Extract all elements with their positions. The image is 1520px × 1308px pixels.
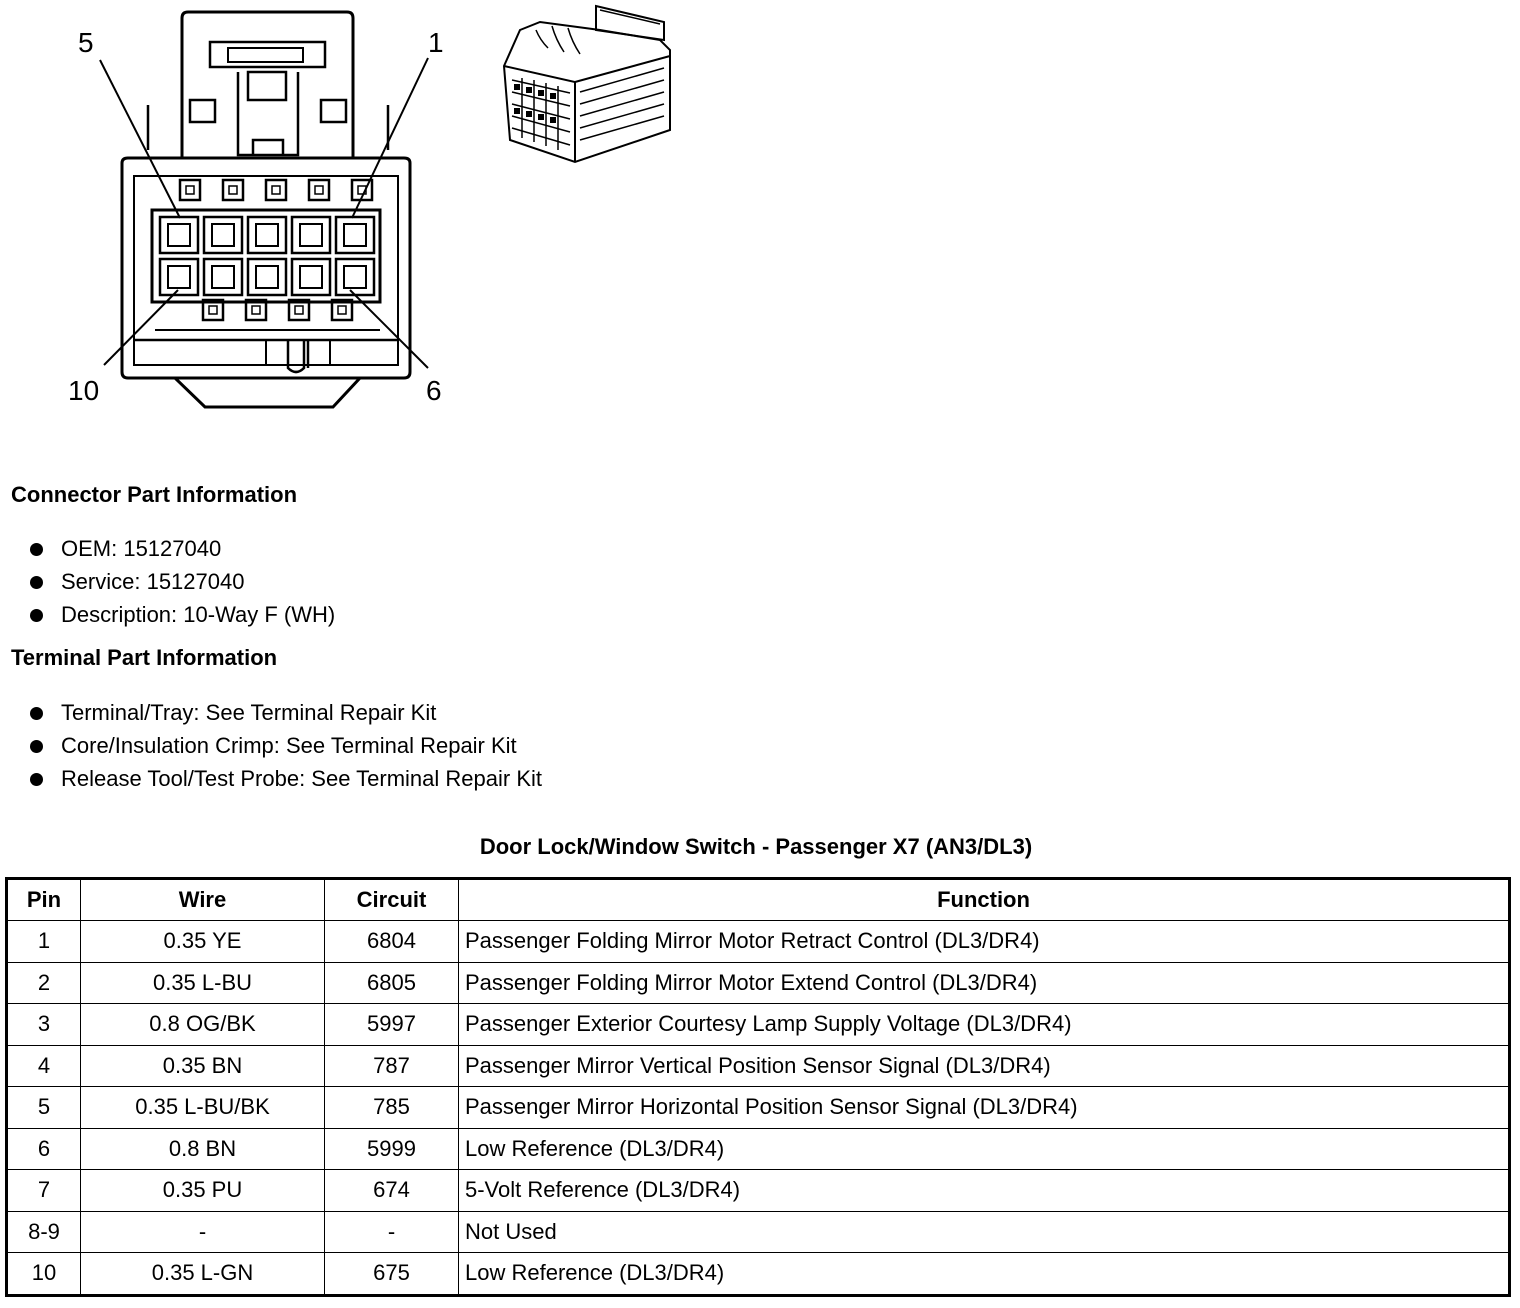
list-item bbox=[30, 733, 542, 766]
cell-function: Low Reference (DL3/DR4) bbox=[459, 1128, 1510, 1170]
table-row bbox=[7, 1087, 1510, 1129]
cell-wire: 0.8 OG/BK bbox=[81, 1004, 325, 1046]
table-header-row bbox=[7, 879, 1510, 921]
table-row bbox=[7, 1170, 1510, 1212]
cell-circuit: 6805 bbox=[325, 962, 459, 1004]
cell-pin: 8-9 bbox=[7, 1211, 81, 1253]
connector-face-diagram bbox=[60, 8, 460, 418]
cell-circuit: 674 bbox=[325, 1170, 459, 1212]
header-function: Function bbox=[459, 879, 1510, 921]
terminal-info-title: Terminal Part Information bbox=[11, 645, 278, 670]
list-item bbox=[30, 536, 335, 569]
cell-wire: - bbox=[81, 1211, 325, 1253]
cell-wire: 0.35 BN bbox=[81, 1045, 325, 1087]
cell-function: Passenger Folding Mirror Motor Retract Control (DL3/DR4) bbox=[459, 921, 1510, 963]
table-row bbox=[7, 1004, 1510, 1046]
cell-pin: 10 bbox=[7, 1253, 81, 1296]
cell-function: Passenger Mirror Vertical Position Sensor Signal (DL3/DR4) bbox=[459, 1045, 1510, 1087]
table-row bbox=[7, 1211, 1510, 1253]
cell-function: Passenger Mirror Horizontal Position Sensor Signal (DL3/DR4) bbox=[459, 1087, 1510, 1129]
list-item-text: Terminal/Tray: See Terminal Repair Kit bbox=[61, 700, 437, 725]
connector-info-list bbox=[30, 536, 335, 635]
list-item-text: Release Tool/Test Probe: See Terminal Repair Kit bbox=[61, 766, 542, 791]
bullet-icon bbox=[30, 707, 43, 720]
pinout-table bbox=[5, 877, 1511, 1297]
cell-wire: 0.8 BN bbox=[81, 1128, 325, 1170]
list-item-text: Core/Insulation Crimp: See Terminal Repair Kit bbox=[61, 733, 517, 758]
cell-function: Low Reference (DL3/DR4) bbox=[459, 1253, 1510, 1296]
cell-pin: 3 bbox=[7, 1004, 81, 1046]
pin-label-1: 1 bbox=[428, 27, 444, 58]
pin-label-6: 6 bbox=[426, 375, 442, 406]
list-item-text: OEM: 15127040 bbox=[61, 536, 222, 561]
cell-function: Passenger Folding Mirror Motor Extend Control (DL3/DR4) bbox=[459, 962, 1510, 1004]
header-pin: Pin bbox=[7, 879, 81, 921]
cell-pin: 1 bbox=[7, 921, 81, 963]
cell-pin: 6 bbox=[7, 1128, 81, 1170]
connector-isometric-diagram bbox=[498, 2, 678, 172]
bullet-icon bbox=[30, 543, 43, 556]
list-item-text: Description: 10-Way F (WH) bbox=[61, 602, 336, 627]
list-item-text: Service: 15127040 bbox=[61, 569, 245, 594]
header-circuit: Circuit bbox=[325, 879, 459, 921]
bullet-icon bbox=[30, 740, 43, 753]
cell-pin: 2 bbox=[7, 962, 81, 1004]
list-item bbox=[30, 602, 335, 635]
cell-pin: 4 bbox=[7, 1045, 81, 1087]
cell-circuit: 5999 bbox=[325, 1128, 459, 1170]
cell-pin: 5 bbox=[7, 1087, 81, 1129]
cell-function: Not Used bbox=[459, 1211, 1510, 1253]
cell-function: 5-Volt Reference (DL3/DR4) bbox=[459, 1170, 1510, 1212]
table-row bbox=[7, 962, 1510, 1004]
table-row bbox=[7, 921, 1510, 963]
cell-circuit: 5997 bbox=[325, 1004, 459, 1046]
cell-circuit: 6804 bbox=[325, 921, 459, 963]
cell-wire: 0.35 L-BU/BK bbox=[81, 1087, 325, 1129]
terminal-info-list bbox=[30, 700, 542, 799]
header-wire: Wire bbox=[81, 879, 325, 921]
cell-wire: 0.35 L-BU bbox=[81, 962, 325, 1004]
bullet-icon bbox=[30, 609, 43, 622]
cell-wire: 0.35 L-GN bbox=[81, 1253, 325, 1296]
table-row bbox=[7, 1045, 1510, 1087]
bullet-icon bbox=[30, 576, 43, 589]
table-row bbox=[7, 1128, 1510, 1170]
list-item bbox=[30, 766, 542, 799]
cell-wire: 0.35 YE bbox=[81, 921, 325, 963]
connector-info-title: Connector Part Information bbox=[11, 482, 298, 507]
table-title: Door Lock/Window Switch - Passenger X7 (AN3/DL3) bbox=[479, 834, 1033, 859]
cell-function: Passenger Exterior Courtesy Lamp Supply Voltage (DL3/DR4) bbox=[459, 1004, 1510, 1046]
bullet-icon bbox=[30, 773, 43, 786]
table-row bbox=[7, 1253, 1510, 1296]
cell-circuit: - bbox=[325, 1211, 459, 1253]
cell-circuit: 787 bbox=[325, 1045, 459, 1087]
cell-wire: 0.35 PU bbox=[81, 1170, 325, 1212]
pin-label-5: 5 bbox=[78, 27, 94, 58]
pin-label-10: 10 bbox=[68, 375, 100, 406]
cell-circuit: 785 bbox=[325, 1087, 459, 1129]
list-item bbox=[30, 700, 542, 733]
cell-pin: 7 bbox=[7, 1170, 81, 1212]
list-item bbox=[30, 569, 335, 602]
cell-circuit: 675 bbox=[325, 1253, 459, 1296]
